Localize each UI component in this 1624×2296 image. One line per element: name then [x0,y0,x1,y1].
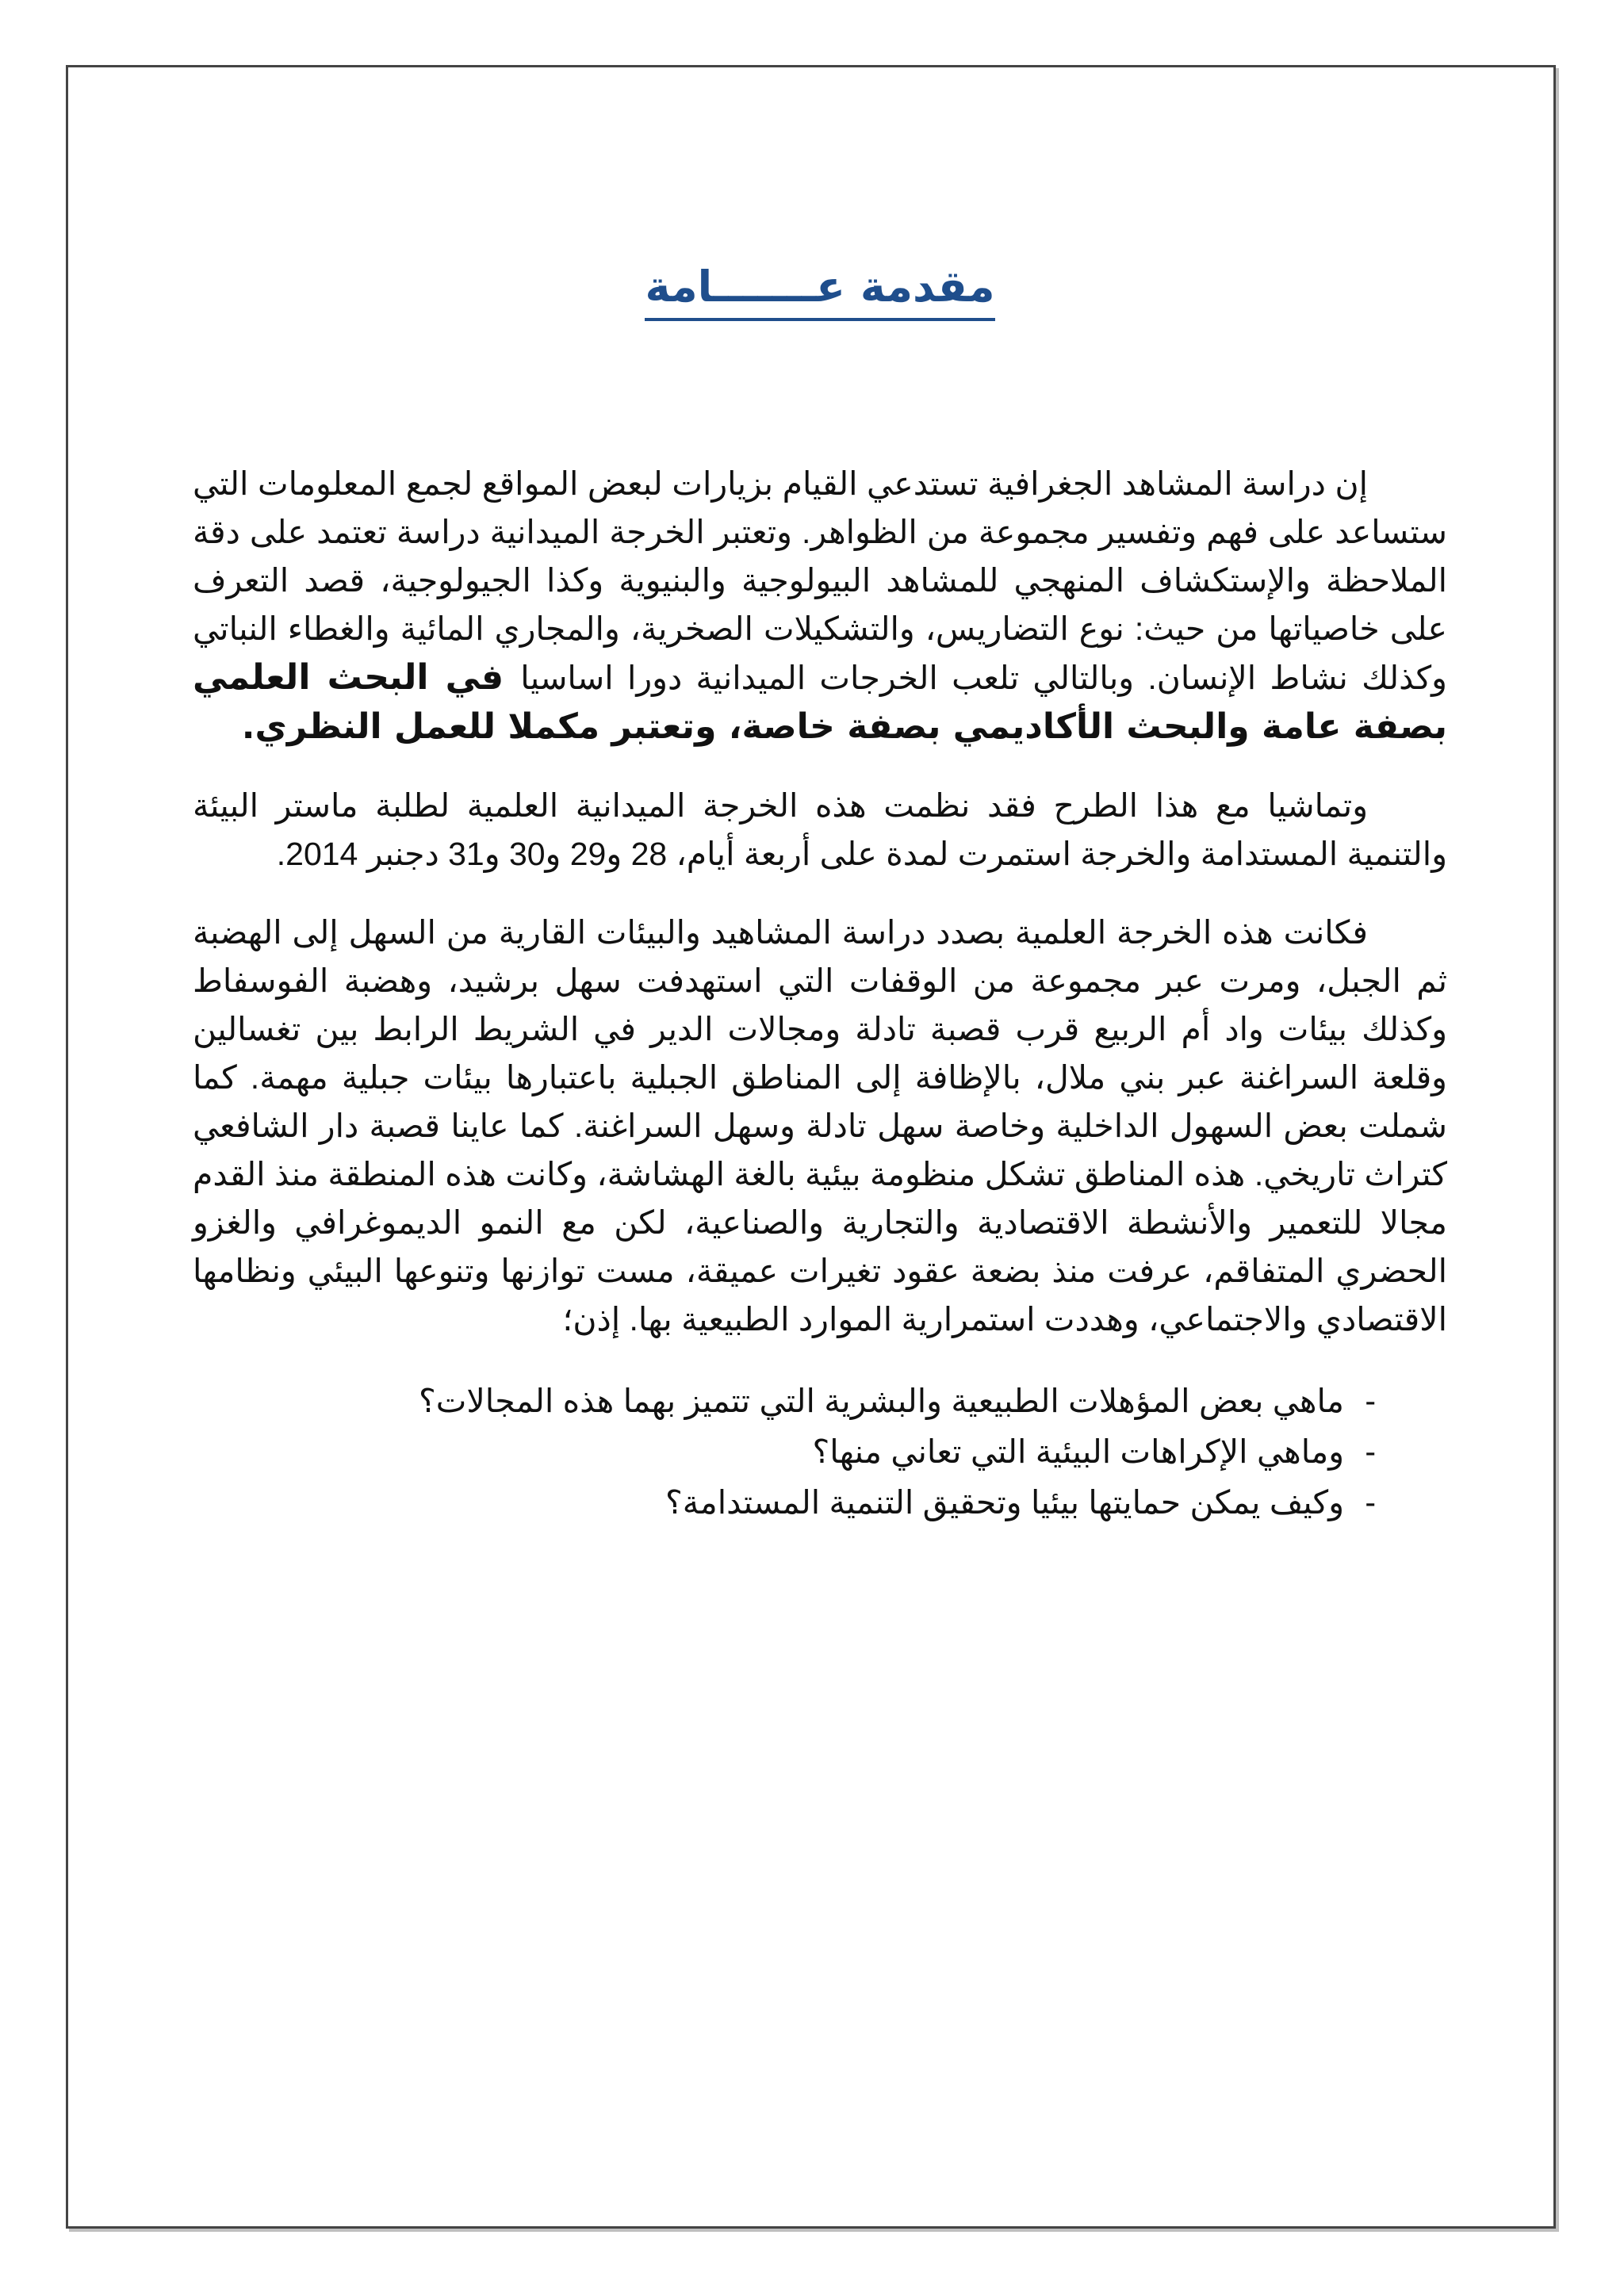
list-item [193,1376,1376,1426]
paragraph-trip-description: فكانت هذه الخرجة العلمية بصدد دراسة المشاهيد والبيئات القارية من السهل إلى الهضبة ثم الجبل، ومرت عبر مجموعة من الوقفات التي استهدفت سهل برشيد، وهضبة الفوسفاط وكذلك بيئات واد أم الربيع قرب قصبة تادلة ومجالات الدير في الشريط الرابط بين تغسالين وقلعة السراغنة عبر بني ملال، بالإظافة إلى المناطق الجبلية باعتبارها بيئات جبلية مهمة. كما شملت بعض السهول الداخلية وخاصة سهل تادلة وسهل السراغنة. كما عاينا قصبة دار الشافعي كتراث تاريخي. هذه المناطق تشكل منظومة بيئية بالغة الهشاشة، وكانت هذه المنطقة منذ القدم مجالا للتعمير والأنشطة الاقتصادية والتجارية والصناعية، لكن مع النمو الديموغرافي والغزو الحضري المتفاقم، عرفت منذ بضعة عقود تغيرات عميقة، مست توازنها وتنوعها البيئي ونظامها الاقتصادي والاجتماعي، وهددت استمرارية الموارد الطبيعية بها. إذن؛ [193,914,1447,1337]
list-item [193,1477,1376,1528]
document-body [193,262,1447,1528]
paragraph-trip-dates: وتماشيا مع هذا الطرح فقد نظمت هذه الخرجة الميدانية العلمية لطلبة ماستر البيئة والتنمية المستدامة والخرجة استمرت لمدة على أربعة أيام، 28 و29 و30 و31 دجنبر 2014. [193,787,1447,872]
title-container [193,262,1447,321]
bullet-dash: - [1365,1433,1376,1470]
paragraph-intro-text: إن دراسة المشاهد الجغرافية تستدعي القيام بزيارات لبعض المواقع لجمع المعلومات التي ستساعد على فهم وتفسير مجموعة من الظواهر. وتعتبر الخرجة الميدانية دراسة تعتمد على دقة الملاحظة والإستكشاف المنهجي للمشاهد البيولوجية والبنيوية وكذا الجيولوجية، قصد التعرف على خاصياتها من حيث: نوع التضاريس، والتشكيلات الصخرية، والمجاري المائية والغطاء النباتي وكذلك نشاط الإنسان. وبالتالي تلعب الخرجات الميدانية دورا اساسيا [193,465,1447,696]
page-title: مقدمة عـــــــامة [645,262,994,321]
bullet-dash: - [1365,1484,1376,1521]
question-text: وكيف يمكن حمايتها بيئيا وتحقيق التنمية المستدامة؟ [665,1484,1344,1521]
list-item [193,1426,1376,1477]
paragraph-intro-emphasis: في البحث العلمي بصفة عامة والبحث الأكاديمي بصفة خاصة، وتعتبر مكملا للعمل النظري. [193,657,1447,747]
question-text: ماهي بعض المؤهلات الطبيعية والبشرية التي تتميز بهما هذه المجالات؟ [419,1383,1344,1419]
questions-list [193,1376,1447,1528]
bullet-dash: - [1365,1383,1376,1419]
question-text: وماهي الإكراهات البيئية التي تعاني منها؟ [812,1433,1344,1470]
paragraph-intro [193,460,1447,752]
